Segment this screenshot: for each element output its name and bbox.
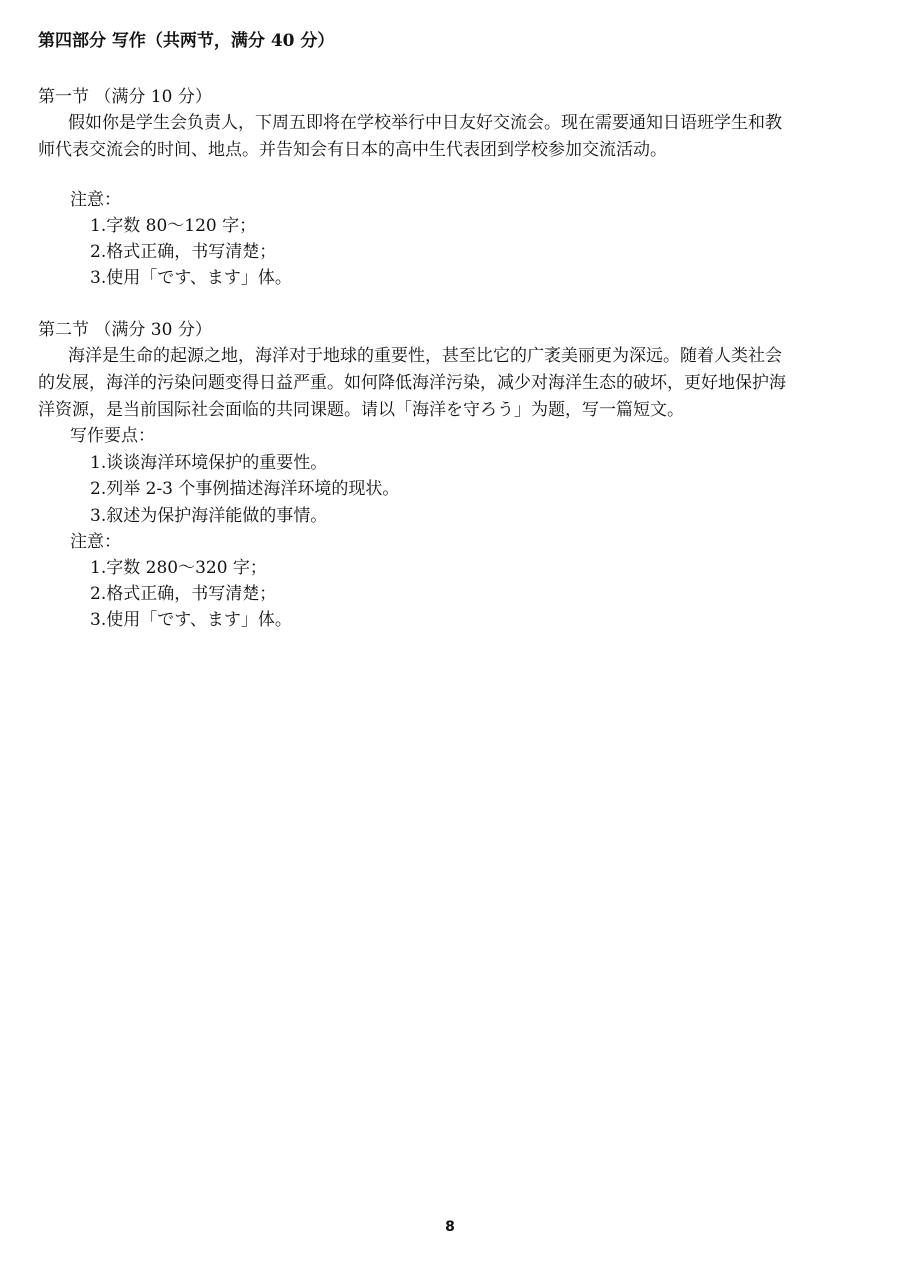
section1-prompt-line: 师代表交流会的时间、地点。并告知会有日本的高中生代表团到学校参加交流活动。 — [38, 140, 667, 160]
section2-prompt-line: 洋资源，是当前国际社会面临的共同课题。请以「海洋を守ろう」为题，写一篇短文。 — [38, 400, 684, 420]
section1-note-item: 3.使用「です、ます」体。 — [90, 268, 292, 288]
section2-points-label: 写作要点： — [70, 426, 155, 446]
section1-note-item: 1.字数 80～120 字； — [90, 216, 257, 236]
section1-prompt-line: 假如你是学生会负责人，下周五即将在学校举行中日友好交流会。现在需要通知日语班学生和教 — [68, 113, 782, 133]
part-title: 第四部分 写作（共两节，满分 40 分） — [38, 31, 335, 51]
section2-note-item: 2.格式正确，书写清楚； — [90, 584, 277, 604]
section2-note-item: 3.使用「です、ます」体。 — [90, 610, 292, 630]
page-number: 8 — [445, 1219, 455, 1235]
section2-heading: 第二节 （满分 30 分） — [38, 320, 212, 340]
section1-heading: 第一节 （满分 10 分） — [38, 87, 212, 107]
section2-prompt-line: 海洋是生命的起源之地，海洋对于地球的重要性，甚至比它的广袤美丽更为深远。随着人类社会 — [68, 346, 782, 366]
section2-note-item: 1.字数 280～320 字； — [90, 558, 267, 578]
section2-point-item: 3.叙述为保护海洋能做的事情。 — [90, 506, 328, 526]
section2-point-item: 2.列举 2-3 个事例描述海洋环境的现状。 — [90, 479, 400, 499]
section2-notes-label: 注意： — [70, 532, 121, 552]
section2-prompt-line: 的发展，海洋的污染问题变得日益严重。如何降低海洋污染，减少对海洋生态的破坏，更好地保护海 — [38, 373, 786, 393]
section1-notes-label: 注意： — [70, 190, 121, 210]
section2-point-item: 1.谈谈海洋环境保护的重要性。 — [90, 453, 328, 473]
section1-note-item: 2.格式正确，书写清楚； — [90, 242, 277, 262]
